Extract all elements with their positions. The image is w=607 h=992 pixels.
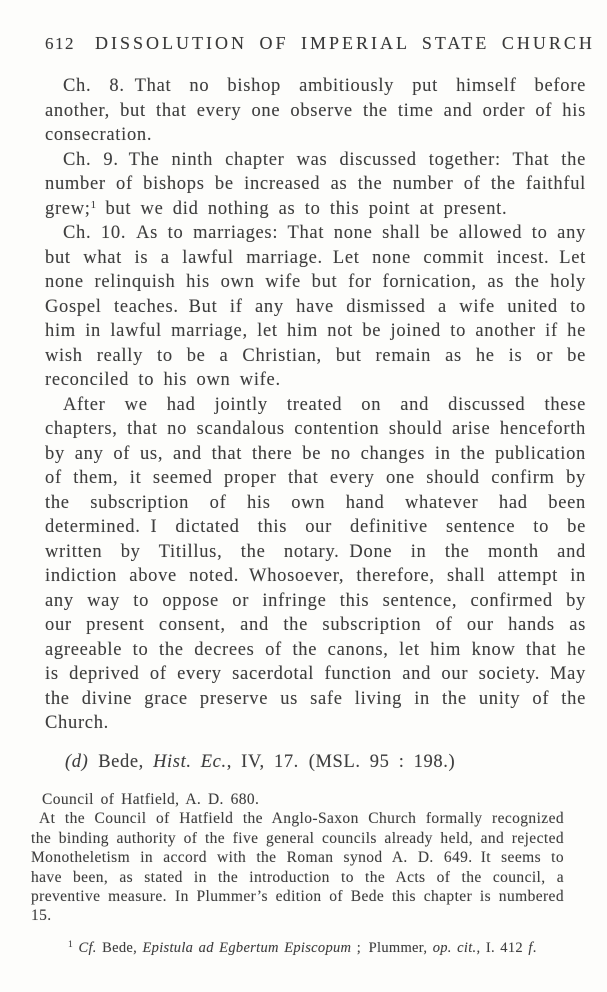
running-title: DISSOLUTION OF IMPERIAL STATE CHURCH <box>95 33 595 53</box>
citation-work-title: Hist. Ec. <box>153 751 227 772</box>
paragraph-closing: After we had jointly treated on and discussed these chapters, that no scandalous contention should arise henceforth by any of us, and that there be no changes in the publication of them, it seemed proper that every one should confirm by the subscription of his own hand whatever had been determined. I dictated this our definitive sentence to be written by Titillus, the notary. Done in the month and indiction above noted. Whosoever, therefore, shall attempt in any way to oppose or infringe this sentence, confirmed by our present consent, and the subscription of our hands as agreeable to the decrees of the canons, let him know that he is deprived of every sacerdotal function and our society. May the divine grace preserve us safe living in the unity of the Church. <box>45 394 586 733</box>
citation-line <box>45 750 586 775</box>
editorial-note <box>31 790 564 926</box>
footnote-cf: Cf. <box>73 939 97 956</box>
footnote-text-1: Bede, <box>96 939 143 956</box>
footnote-work-title: Epistula ad Egbertum Episcopum <box>142 939 352 956</box>
ch9-text-after-ref: but we did nothing as to this point at present. <box>96 198 508 219</box>
paragraph-ch10: Ch. 10. As to marriages: That none shall be allowed to any but what is a lawful marriage. Let none commit incest. Let none relinquish his own wife but for fornication, as the holy Gospel teaches. But if any have dismissed a wife united to him in lawful marriage, let him not be joined to another if he wish really to be a Christian, but remain as he is or be reconciled to his own wife. <box>45 223 586 390</box>
ch9-text-before-ref: Ch. 9. The ninth chapter was discussed together: That the number of bishops be increased as the number of the faithful grew; <box>45 149 586 219</box>
paragraph-ch8: Ch. 8. That no bishop ambitiously put himself before another, but that every one observe the time and order of his consecration. <box>45 76 586 145</box>
text-block <box>31 74 586 958</box>
page-header <box>45 33 595 54</box>
footnote-opcit: op. cit. <box>432 939 477 956</box>
footnote-text-3: , I. 412 <box>476 939 529 956</box>
note-body: At the Council of Hatfield the Anglo-Saxon Church formally recognized the binding authority of the five general councils already held, and rejected Monotheletism in accord with the Roman synod A. D. 649. It seems to have been, as stated in the introduction to the Acts of the council, a preventive measure. In Plummer’s edition of Bede this chapter is numbered 15. <box>31 810 564 925</box>
page-number: 612 <box>45 34 75 53</box>
footnote-1 <box>31 939 564 958</box>
footnote-reference-1: 1 <box>90 198 97 211</box>
citation-reference: , IV, 17. (MSL. 95 : 198.) <box>226 751 456 772</box>
paragraph-ch9 <box>45 148 586 222</box>
note-heading: Council of Hatfield, A. D. 680. <box>42 791 260 808</box>
footnote-f: f <box>528 939 533 956</box>
citation-author: Bede, <box>88 751 154 772</box>
footnote-marker: 1 <box>68 939 74 950</box>
citation-item-letter: (d) <box>65 751 89 772</box>
footnote-text-4: . <box>532 939 537 956</box>
footnote-text-2: ; Plummer, <box>351 939 433 956</box>
